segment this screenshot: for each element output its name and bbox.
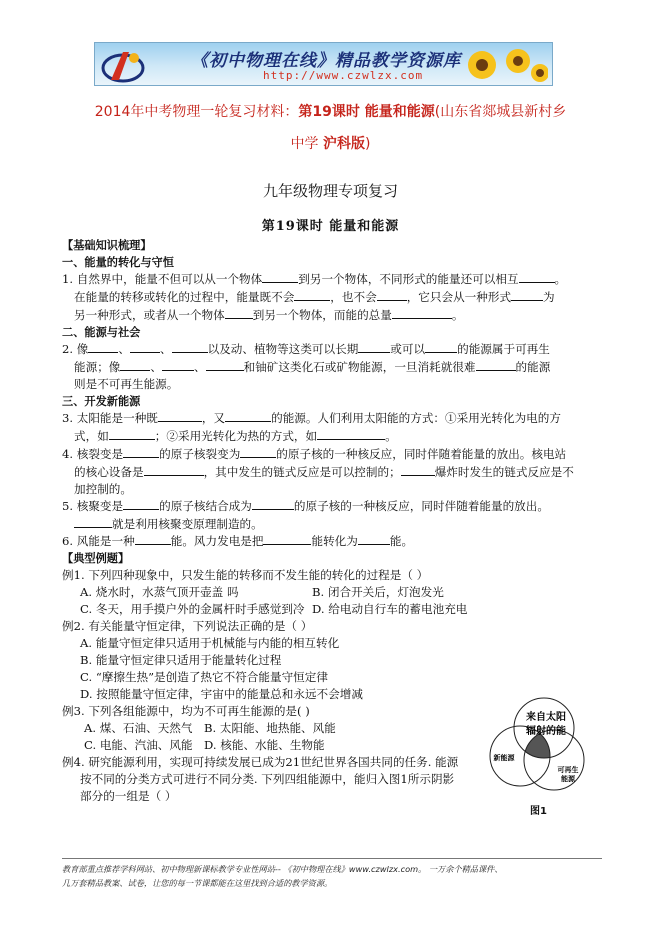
question-2-line2: 能源；像 、 、 和铀矿这类化石或矿物能源，一旦消耗就很难 的能源 [74,360,551,374]
venn-label-renew: 可再生 [557,766,579,774]
question-6: 6. 风能是一种 能。风力发电是把 能转化为 能。 [62,534,414,548]
venn-label-renew2: 能源 [561,775,575,783]
example-1-option-d[interactable]: D. 给电动自行车的蓄电池充电 [312,602,468,616]
doc-subtitle: 九年级物理专项复习 [262,182,398,200]
lesson-title: 第19课时 能量和能源 [261,219,400,234]
section-heading-2: 二、能源与社会 [62,325,141,339]
example-4-line3: 部分的一组是（ ） [80,789,177,803]
section-heading-1: 一、能量的转化与守恒 [62,255,174,269]
question-2-line1: 2. 像 、 、 以及动、植物等这类可以长期 或可以 的能源属于可再生 [62,342,550,356]
venn-label-sun: 来自太阳 [526,712,566,723]
doc-header-line2: 中学 沪科版) [290,136,371,152]
section-heading-3: 三、开发新能源 [62,394,141,408]
question-1-line3: 另一种形式，或者从一个物体 到另一个物体，而能的总量 。 [74,308,464,322]
example-1-question: 例1. 下列四种现象中，只发生能的转移而不发生能的转化的过程是（ ） [62,568,429,582]
section-basics-label: 【基础知识梳理】 [62,238,152,252]
energy-venn-diagram [476,684,606,814]
venn-label-new: 新能源 [493,754,515,762]
example-4-line1: 例4. 研究能源利用，实现可持续发展已成为21世纪世界各国共同的任务. 能源 [62,755,459,769]
question-4-line3: 加控制的。 [74,482,132,496]
example-1-option-b[interactable]: B. 闭合开关后，灯泡发光 [312,585,444,599]
question-2-line3: 则是不可再生能源。 [74,377,179,391]
example-3-option-c[interactable]: C. 电能、汽油、风能 [84,738,193,752]
question-3-line1: 3. 太阳能是一种既 ，又 的能源。人们利用太阳能的方式：①采用光转化为电的方 [62,411,561,425]
banner-title: 《初中物理在线》精品教学资源库 [191,51,461,71]
question-1-line1: 1. 自然界中，能量不但可以从一个物体 到另一个物体，不同形式的能量还可以相互 。 [62,272,567,286]
question-5-line2: 就是利用核聚变原理制造的。 [74,517,263,532]
example-3-option-b[interactable]: B. 太阳能、地热能、风能 [204,721,336,735]
example-2-option-b[interactable]: B. 能量守恒定律只适用于能量转化过程 [80,653,282,667]
site-banner [94,42,553,86]
example-1-option-a[interactable]: A. 烧水时，水蒸气顶开壶盖 吗 [80,585,239,599]
question-3-line2: 式，如 ；②采用光转化为热的方式，如 。 [74,429,397,443]
venn-label-sun2: 辐射的能 [526,726,566,737]
doc-header-line1: 2014年中考物理一轮复习材料：第19课时 能量和能源(山东省郯城县新村乡 [94,104,567,120]
example-2-option-a[interactable]: A. 能量守恒定律只适用于机械能与内能的相互转化 [80,636,340,650]
example-3-question: 例3. 下列各组能源中，均为不可再生能源的是( ) [62,704,310,718]
example-4-line2: 按不同的分类方式可进行不同分类. 下列四组能源中，能归入图1所示阴影 [80,772,455,786]
question-4-line2: 的核心设备是 ，其中发生的链式反应是可以控制的； 爆炸时发生的链式反应是不 [74,465,574,479]
example-2-option-c[interactable]: C. “摩擦生热”是创造了热它不符合能量守恒定律 [80,670,328,684]
venn-circle-renewable [524,730,584,790]
figure-caption: 图1 [530,806,547,817]
banner-url[interactable]: http://www.czwlzx.com [263,69,424,82]
example-3-option-a[interactable]: A. 煤、石油、天然气 [84,721,193,735]
example-2-option-d[interactable]: D. 按照能量守恒定律，宇宙中的能量总和永远不会增减 [80,687,363,701]
question-1-line2: 在能量的转移或转化的过程中，能量既不会 ，也不会 ，它只会从一种形式 为 [74,290,555,304]
site-logo-icon [101,46,147,84]
question-5-line1: 5. 核聚变是 的原子核结合成为 的原子核的一种核反应，同时伴随着能量的放出。 [62,499,549,513]
question-4-line1: 4. 核裂变是 的原子核裂变为 的原子核的一种核反应，同时伴随着能量的放出。核电站 [62,447,567,461]
example-1-option-c[interactable]: C. 冬天，用手摸户外的金属杆时手感觉到冷 [80,602,305,616]
sunflower-icon [462,45,548,85]
footer-line2: 几万套精品教案、试卷，让您的每一节课都能在这里找到合适的教学资源。 [62,878,333,888]
footer-divider [62,858,602,859]
example-3-option-d[interactable]: D. 核能、水能、生物能 [204,738,325,752]
example-2-question: 例2. 有关能量守恒定律，下列说法正确的是（ ） [62,619,313,633]
footer-line1: 教育部重点推荐学科网站、初中物理新课标教学专业性网站-- 《初中物理在线》www.czwlzx.com。 一万余个精品课件、 [62,864,503,874]
section-examples-label: 【典型例题】 [62,551,130,565]
